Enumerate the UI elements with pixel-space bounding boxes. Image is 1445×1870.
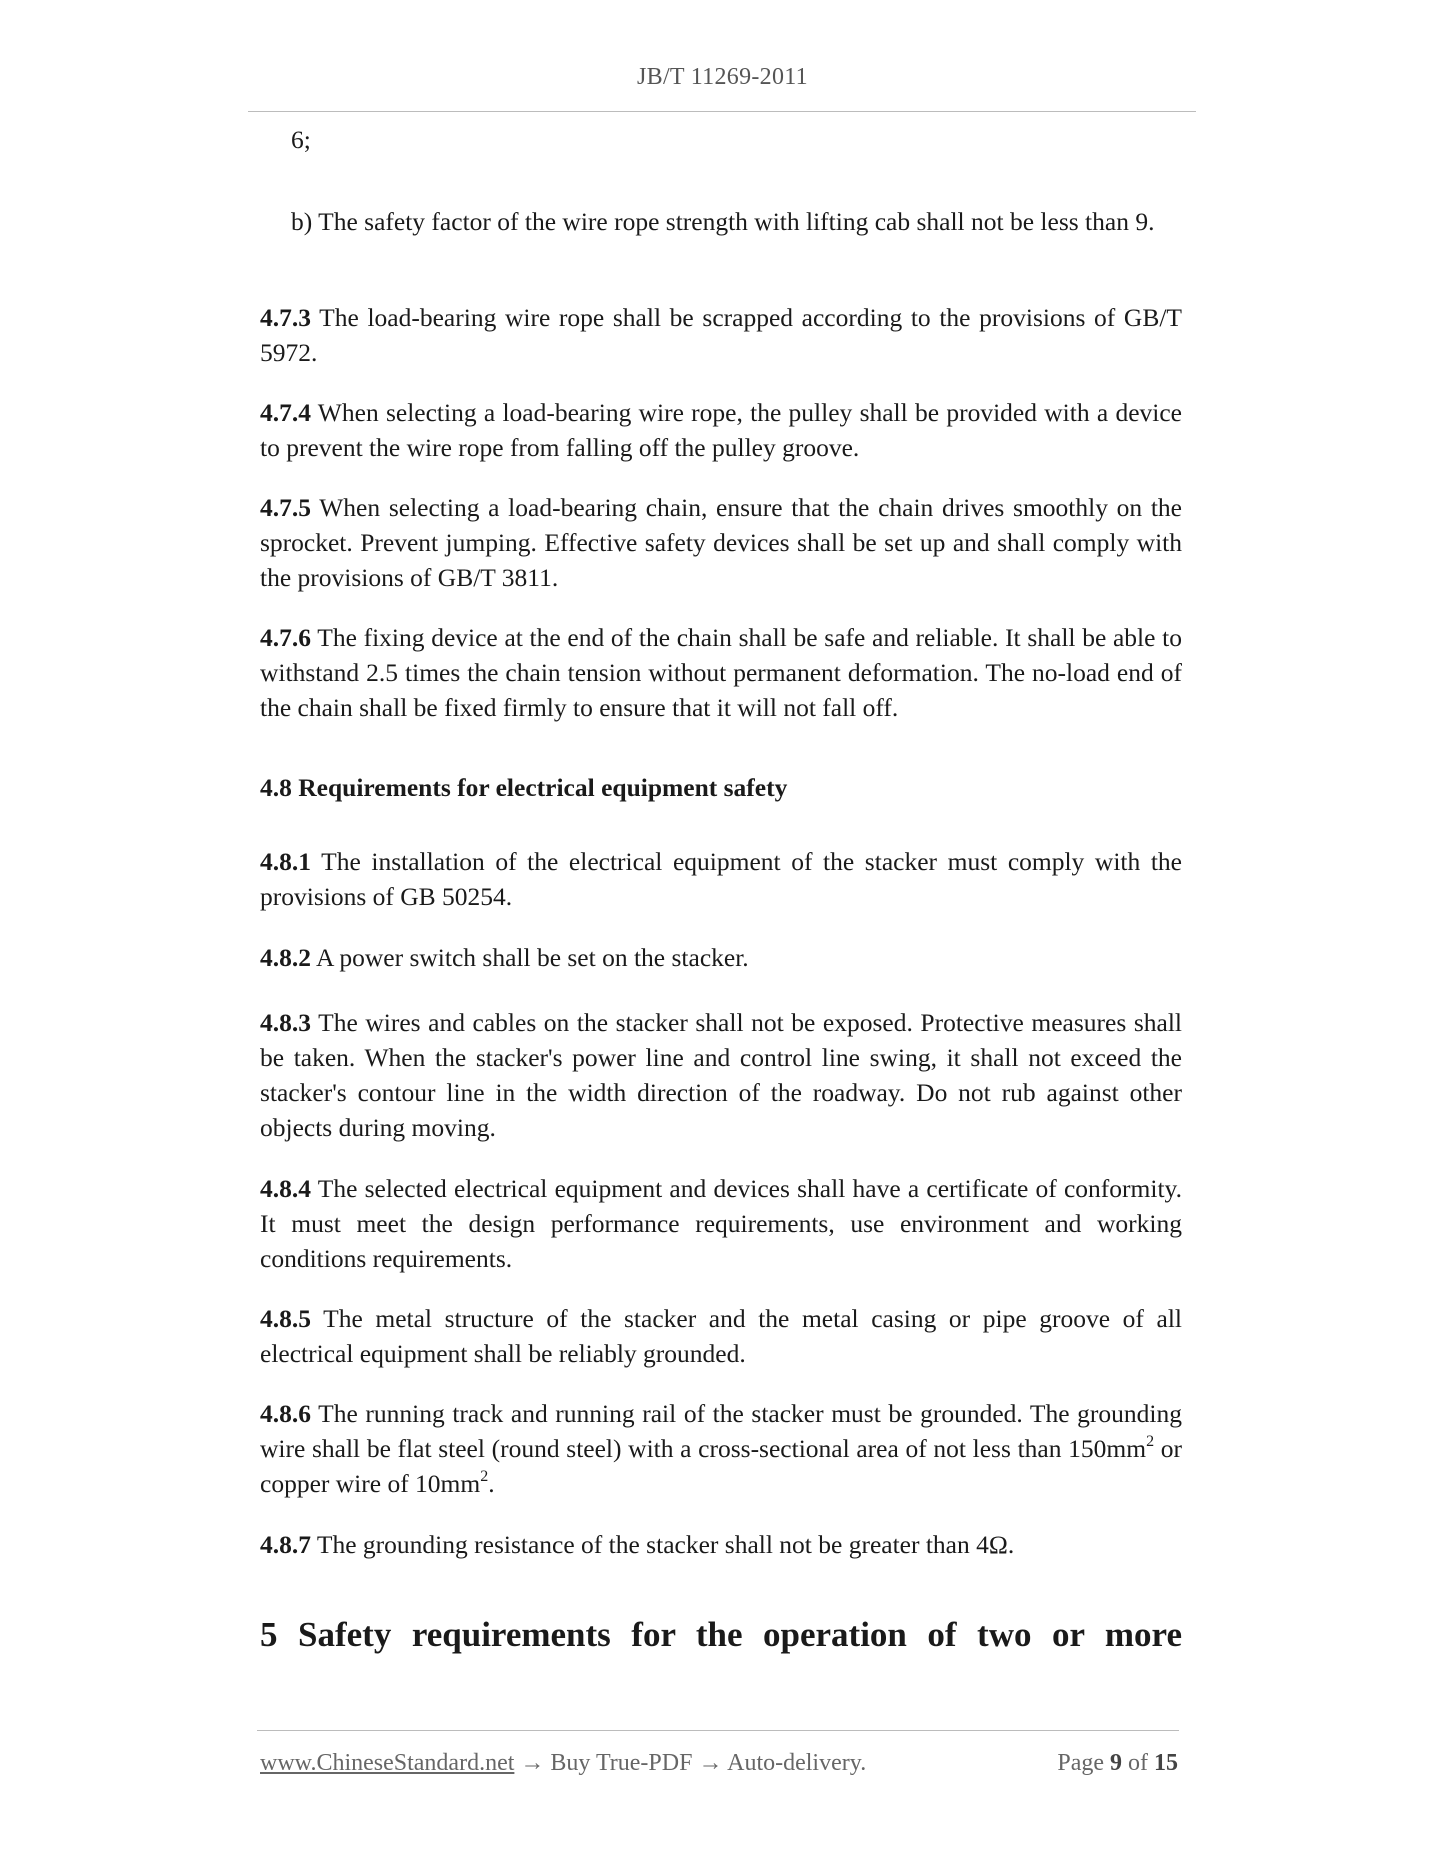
clause-number: 4.7.6 xyxy=(260,623,311,652)
clause-4-7-5 xyxy=(260,490,1182,595)
clause-text: The running track and running rail of the stacker must be grounded. The grounding wire shall be flat steel (round steel) with a cross-sectional area of not less than 150mm xyxy=(260,1399,1182,1463)
clause-4-8-1 xyxy=(260,844,1182,914)
clause-text: The grounding resistance of the stacker shall not be greater than 4Ω. xyxy=(311,1530,1015,1559)
clause-number: 4.8.5 xyxy=(260,1304,311,1333)
website-link[interactable]: www.ChineseStandard.net xyxy=(260,1750,515,1776)
clause-text: The selected electrical equipment and devices shall have a certificate of conformity. It must meet the design performance requirements, use environment and working conditions requirements. xyxy=(260,1174,1182,1273)
footer-promo-text: → Buy True-PDF → Auto-delivery. xyxy=(514,1750,867,1776)
page-label: Page xyxy=(1057,1750,1110,1776)
clause-text: The metal structure of the stacker and the metal casing or pipe groove of all electrical equipment shall be reliably grounded. xyxy=(260,1304,1182,1368)
clause-number: 4.8.3 xyxy=(260,1008,311,1037)
footer-promo xyxy=(260,1750,866,1777)
clause-text: . xyxy=(488,1469,495,1498)
clause-4-8-3 xyxy=(260,1005,1182,1145)
section-heading-5: 5 Safety requirements for the operation of two or more xyxy=(260,1615,1182,1654)
clause-number: 4.8.4 xyxy=(260,1174,311,1203)
superscript: 2 xyxy=(1146,1433,1155,1450)
list-item-a-end: 6; xyxy=(291,125,311,154)
clause-text: When selecting a load-bearing wire rope, the pulley shall be provided with a device to prevent the wire rope from falling off the pulley groove. xyxy=(260,398,1182,462)
page-indicator xyxy=(1057,1750,1178,1777)
clause-text: When selecting a load-bearing chain, ensure that the chain drives smoothly on the sprocket. Prevent jumping. Effective safety devices shall be set up and shall comply with the provisions of GB/T 3811. xyxy=(260,493,1182,592)
list-item-b: b) The safety factor of the wire rope strength with lifting cab shall not be less than 9. xyxy=(291,207,1155,236)
superscript: 2 xyxy=(480,1468,489,1485)
clause-number: 4.8.1 xyxy=(260,847,311,876)
header-divider xyxy=(248,111,1196,112)
clause-4-8-6 xyxy=(260,1396,1182,1501)
clause-4-7-3 xyxy=(260,300,1182,370)
page-of: of xyxy=(1122,1750,1154,1776)
clause-4-8-5 xyxy=(260,1301,1182,1371)
clause-4-7-4 xyxy=(260,395,1182,465)
clause-number: 4.8.6 xyxy=(260,1399,311,1428)
clause-4-8-2 xyxy=(260,940,1182,975)
section-heading-4-8: 4.8 Requirements for electrical equipment safety xyxy=(260,773,788,802)
footer-divider xyxy=(257,1730,1179,1731)
clause-4-8-7 xyxy=(260,1527,1182,1562)
clause-number: 4.7.5 xyxy=(260,493,311,522)
clause-text: The load-bearing wire rope shall be scrapped according to the provisions of GB/T 5972. xyxy=(260,303,1182,367)
clause-number: 4.7.3 xyxy=(260,303,311,332)
page-current: 9 xyxy=(1110,1750,1122,1776)
clause-text: The installation of the electrical equipment of the stacker must comply with the provisions of GB 50254. xyxy=(260,847,1182,911)
document-code-header: JB/T 11269-2011 xyxy=(637,64,808,90)
clause-number: 4.8.2 xyxy=(260,943,311,972)
clause-number: 4.8.7 xyxy=(260,1530,311,1559)
clause-text: A power switch shall be set on the stacker. xyxy=(311,943,749,972)
clause-text: The wires and cables on the stacker shall not be exposed. Protective measures shall be taken. When the stacker's power line and control line swing, it shall not exceed the stacker's contour line in the width direction of the roadway. Do not rub against other objects during moving. xyxy=(260,1008,1182,1142)
clause-text: or copper wire of 10mm xyxy=(260,1434,1182,1498)
page-total: 15 xyxy=(1154,1750,1178,1776)
clause-4-8-4 xyxy=(260,1171,1182,1276)
clause-text: The fixing device at the end of the chain shall be safe and reliable. It shall be able to withstand 2.5 times the chain tension without permanent deformation. The no-load end of the chain shall be fixed firmly to ensure that it will not fall off. xyxy=(260,623,1182,722)
clause-number: 4.7.4 xyxy=(260,398,311,427)
clause-4-7-6 xyxy=(260,620,1182,725)
